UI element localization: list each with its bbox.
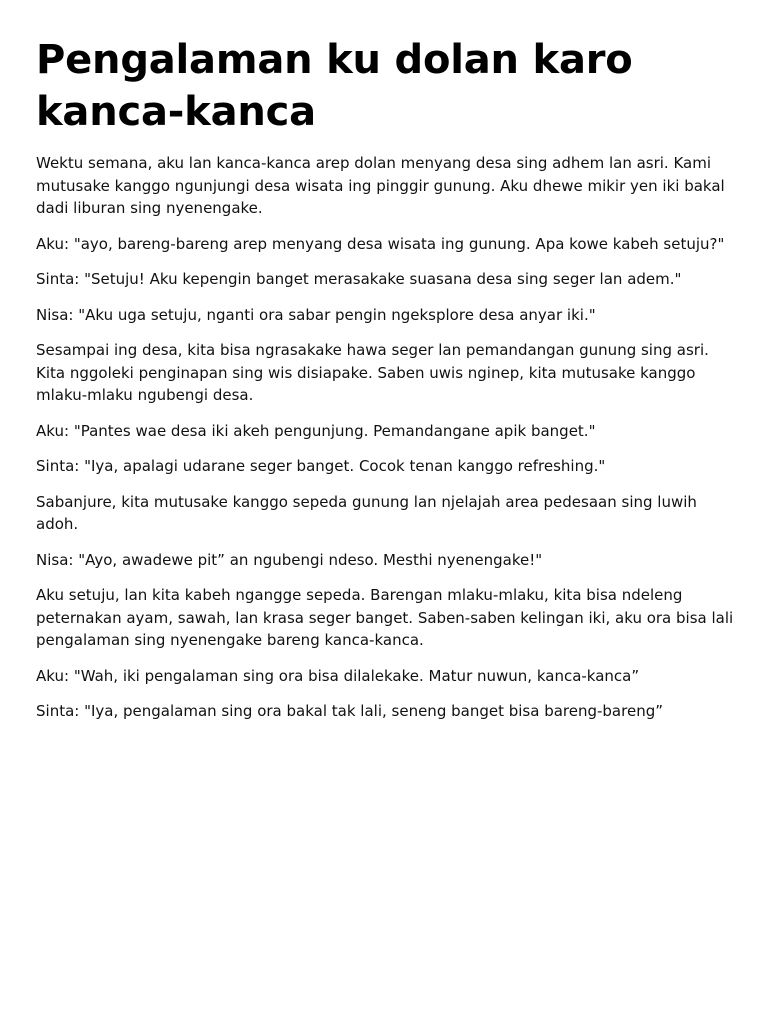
paragraph-cycling: Sabanjure, kita mutusake kanggo sepeda gunung lan njelajah area pedesaan sing luwih adoh. <box>36 492 697 533</box>
dialogue-line-sinta-2: Sinta: "Iya, apalagi udarane seger banget. Cocok tenan kanggo refreshing." <box>36 457 606 475</box>
paragraph-ride: Aku setuju, lan kita kabeh ngangge sepeda. Barengan mlaku-mlaku, kita bisa ndeleng peternakan ayam, sawah, lan krasa seger banget. Saben-saben kelingan iki, aku ora bisa lali pengalaman sing nyenengake bareng kanca-kanca. <box>36 586 734 649</box>
dialogue-line-nisa-2: Nisa: "Ayo, awadewe pit” an ngubengi ndeso. Mesthi nyenengake!" <box>36 550 543 569</box>
dialogue-line-aku-2: Aku: "Pantes wae desa iki akeh pengunjung. Pemandangane apik banget." <box>36 421 596 440</box>
dialogue-line-nisa-1: Nisa: "Aku uga setuju, nganti ora sabar pengin ngeksplore desa anyar iki." <box>36 305 596 324</box>
dialogue-line-aku-1: Aku: "ayo, bareng-bareng arep menyang desa wisata ing gunung. Apa kowe kabeh setuju?" <box>36 234 725 253</box>
dialogue-line-sinta-3: Sinta: "Iya, pengalaman sing ora bakal tak lali, seneng banget bisa bareng-bareng” <box>36 702 663 720</box>
document-body <box>36 152 734 723</box>
paragraph-intro: Wektu semana, aku lan kanca-kanca arep dolan menyang desa sing adhem lan asri. Kami mutusake kanggo ngunjungi desa wisata ing pinggir gunung. Aku dhewe mikir yen iki bakal dadi liburan sing nyenengake. <box>36 154 725 217</box>
dialogue-line-aku-3: Aku: "Wah, iki pengalaman sing ora bisa dilalekake. Matur nuwun, kanca-kanca” <box>36 666 640 685</box>
dialogue-line-sinta-1: Sinta: "Setuju! Aku kepengin banget merasakake suasana desa sing seger lan adem." <box>36 270 682 288</box>
document-title: Pengalaman ku dolan karo kanca-kanca <box>36 37 633 135</box>
paragraph-arrival: Sesampai ing desa, kita bisa ngrasakake hawa seger lan pemandangan gunung sing asri. Kita nggoleki penginapan sing wis disiapake. Saben uwis nginep, kita mutusake kanggo mlaku-mlaku ngubengi desa. <box>36 341 709 404</box>
